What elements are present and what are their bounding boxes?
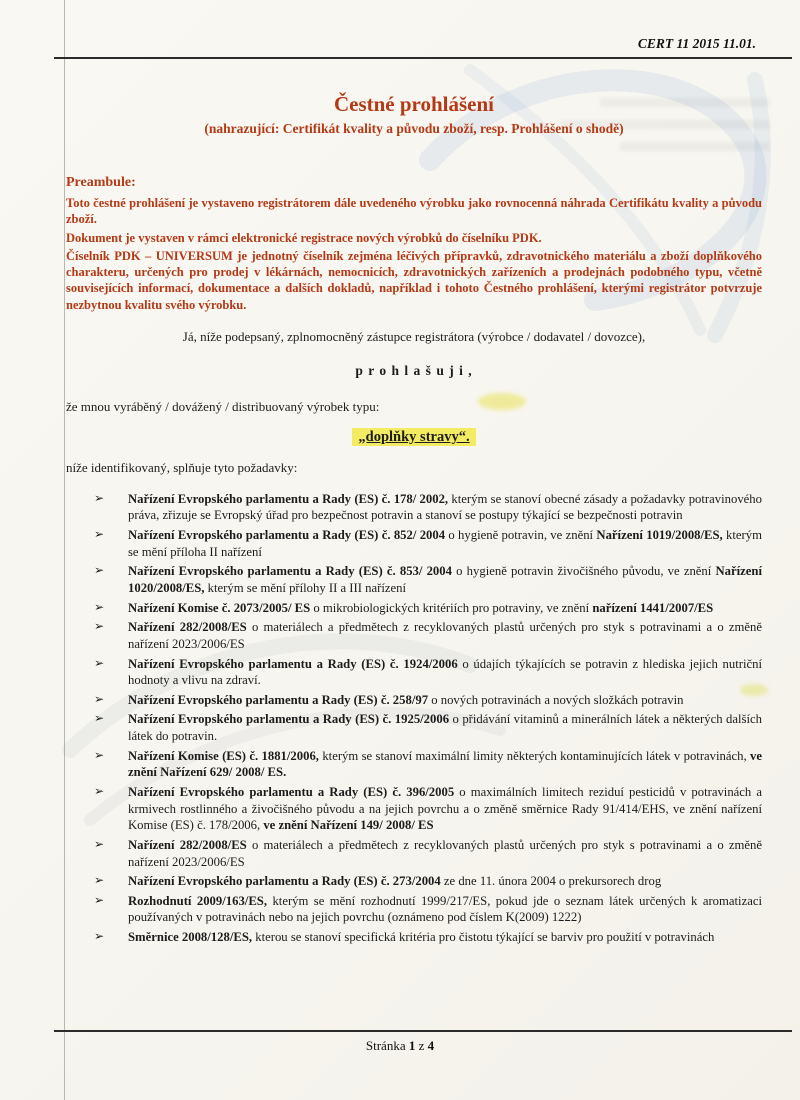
requirement-item [66,893,762,926]
document-title: Čestné prohlášení [333,92,495,116]
document-subtitle: (nahrazující: Certifikát kvality a původu zboží, resp. Prohlášení o shodě) [204,121,624,136]
declaration-intro: Já, níže podepsaný, zplnomocněný zástupce registrátora (výrobce / dodavatel / dovozce), [182,328,646,344]
list-arrow-icon: ➢ [94,929,105,944]
requirement-text: Nařízení Evropského parlamentu a Rady (ES) č. 1925/2006 o přidávání vitaminů a minerálních látek a některých dalších látek do potravin. [128,712,762,744]
footer-page-number: 1 [408,1038,416,1053]
requirements-list [66,491,762,946]
list-arrow-icon: ➢ [94,836,105,851]
preamble-paragraph: Dokument je vystaven v rámci elektronické registrace nových výrobků do číselníku PDK. [66,230,542,245]
requirement-text: Nařízení Komise (ES) č. 1881/2006, kterým se stanoví maximální limity některých kontaminujících látek v potravinách, ve znění Nařízení 629/ 2008/ ES. [128,748,762,780]
requirement-text: Nařízení Evropského parlamentu a Rady (ES) č. 178/ 2002, kterým se stanoví obecné zásady a požadavky potravinového práva, zřizuje se Evropský úřad pro bezpečnost potravin a stanoví se postupy týkající se bezpečnosti potravin [128,491,762,523]
document-content [66,70,762,1028]
product-type-line [66,428,762,446]
list-arrow-icon: ➢ [94,655,105,670]
header-rule [54,57,792,59]
requirement-item [66,929,762,946]
left-margin-rule [64,0,65,1100]
requirement-item [66,837,762,870]
list-arrow-icon: ➢ [94,892,105,907]
list-arrow-icon: ➢ [94,599,105,614]
requirement-text: Nařízení Evropského parlamentu a Rady (ES) č. 1924/2006 o údajích týkajících se potravin z hlediska jejich nutriční hodnoty a vlivu na zdraví. [128,656,762,688]
preamble-paragraph: Toto čestné prohlášení je vystaveno registrátorem dále uvedeného výrobku jako rovnocenná náhrada Certifikátu kvality a původu zboží. [66,196,762,227]
product-type-highlight: „doplňky stravy“. [352,428,475,446]
requirement-text: Nařízení Evropského parlamentu a Rady (ES) č. 853/ 2004 o hygieně potravin živočišného původu, ve znění Nařízení 1020/2008/ES, kterým se mění přílohy II a III nařízení [128,564,762,595]
requirement-item [66,527,762,560]
footer-separator: z [415,1038,428,1053]
footer-total-pages: 4 [427,1038,435,1053]
requirement-item [66,692,762,709]
requirement-text: Nařízení 282/2008/ES o materiálech a předmětech z recyklovaných plastů určených pro styk s potravinami a o změně nařízení 2023/2006/ES [128,837,762,869]
requirement-item [66,711,762,744]
footer-rule [54,1030,792,1032]
preamble-heading: Preambule: [66,175,136,190]
list-arrow-icon: ➢ [94,490,105,505]
requirement-item [66,491,762,524]
requirement-text: Nařízení Evropského parlamentu a Rady (ES) č. 273/2004 ze dne 11. února 2004 o prekursorech drog [128,874,662,889]
requirement-item [66,748,762,781]
list-arrow-icon: ➢ [94,711,105,726]
preamble-paragraph: Číselník PDK – UNIVERSUM je jednotný číselník zejména léčivých přípravků, zdravotnického materiálu a zboží doplňkového charakteru, určených pro prodej v lékárnách, nemocnicích, zdravotnických zařízeních a prodejnách podobného typu, včetně souvisejících informací, dokumentace a dalších dokladů, například i tohoto Čestného prohlášení, kterými registrátor potvrzuje nezbytnou kvalitu svého výrobku. [66,248,762,312]
requirement-text: Směrnice 2008/128/ES, kterou se stanoví specifická kritéria pro čistotu týkající se barviv pro použití v potravinách [128,930,715,945]
product-type-lead: že mnou vyráběný / dovážený / distribuovaný výrobek typu: [66,398,380,414]
requirement-item [66,873,762,890]
requirement-item [66,784,762,834]
list-arrow-icon: ➢ [94,873,105,888]
list-arrow-icon: ➢ [94,619,105,634]
requirements-intro: níže identifikovaný, splňuje tyto požadavky: [66,459,298,475]
requirement-text: Nařízení 282/2008/ES o materiálech a předmětech z recyklovaných plastů určených pro styk s potravinami a o změně nařízení 2023/2006/ES [128,620,762,651]
list-arrow-icon: ➢ [94,527,105,542]
list-arrow-icon: ➢ [94,691,105,706]
list-arrow-icon: ➢ [94,747,105,762]
footer-label: Stránka [365,1038,409,1053]
requirement-text: Rozhodnutí 2009/163/ES, kterým se mění rozhodnutí 1999/217/ES, pokud jde o seznam látek určených k aromatizaci používaných v potravinách nebo na jejich povrchu (oznámeno pod číslem K(2009) 1222) [128,893,762,925]
requirement-item [66,563,762,596]
requirement-item [66,656,762,689]
list-arrow-icon: ➢ [94,784,105,798]
preamble-section [66,175,762,313]
list-arrow-icon: ➢ [94,563,105,578]
page-footer [0,1038,800,1054]
declaration-verb: p r o h l a š u j i , [355,362,473,378]
requirement-text: Nařízení Evropského parlamentu a Rady (ES) č. 396/2005 o maximálních limitech reziduí pesticidů v potravinách a krmivech rostlinného a živočišného původu a na jejich povrchu a o změně směrnice Rady 91/414/EHS, ve znění nařízení Komise (ES) č. 178/2006, ve znění Nařízení 149/ 2008/ ES [128,785,762,833]
requirement-item [66,619,762,652]
requirement-item [66,600,762,617]
requirement-text: Nařízení Komise č. 2073/2005/ ES o mikrobiologických kritériích pro potraviny, ve znění nařízení 1441/2007/ES [128,600,714,615]
requirement-text: Nařízení Evropského parlamentu a Rady (ES) č. 852/ 2004 o hygieně potravin, ve znění Nařízení 1019/2008/ES, kterým se mění příloha II nařízení [128,528,762,559]
requirement-text: Nařízení Evropského parlamentu a Rady (ES) č. 258/97 o nových potravinách a nových složkách potravin [128,692,684,707]
document-reference: CERT 11 2015 11.01. [637,36,756,51]
